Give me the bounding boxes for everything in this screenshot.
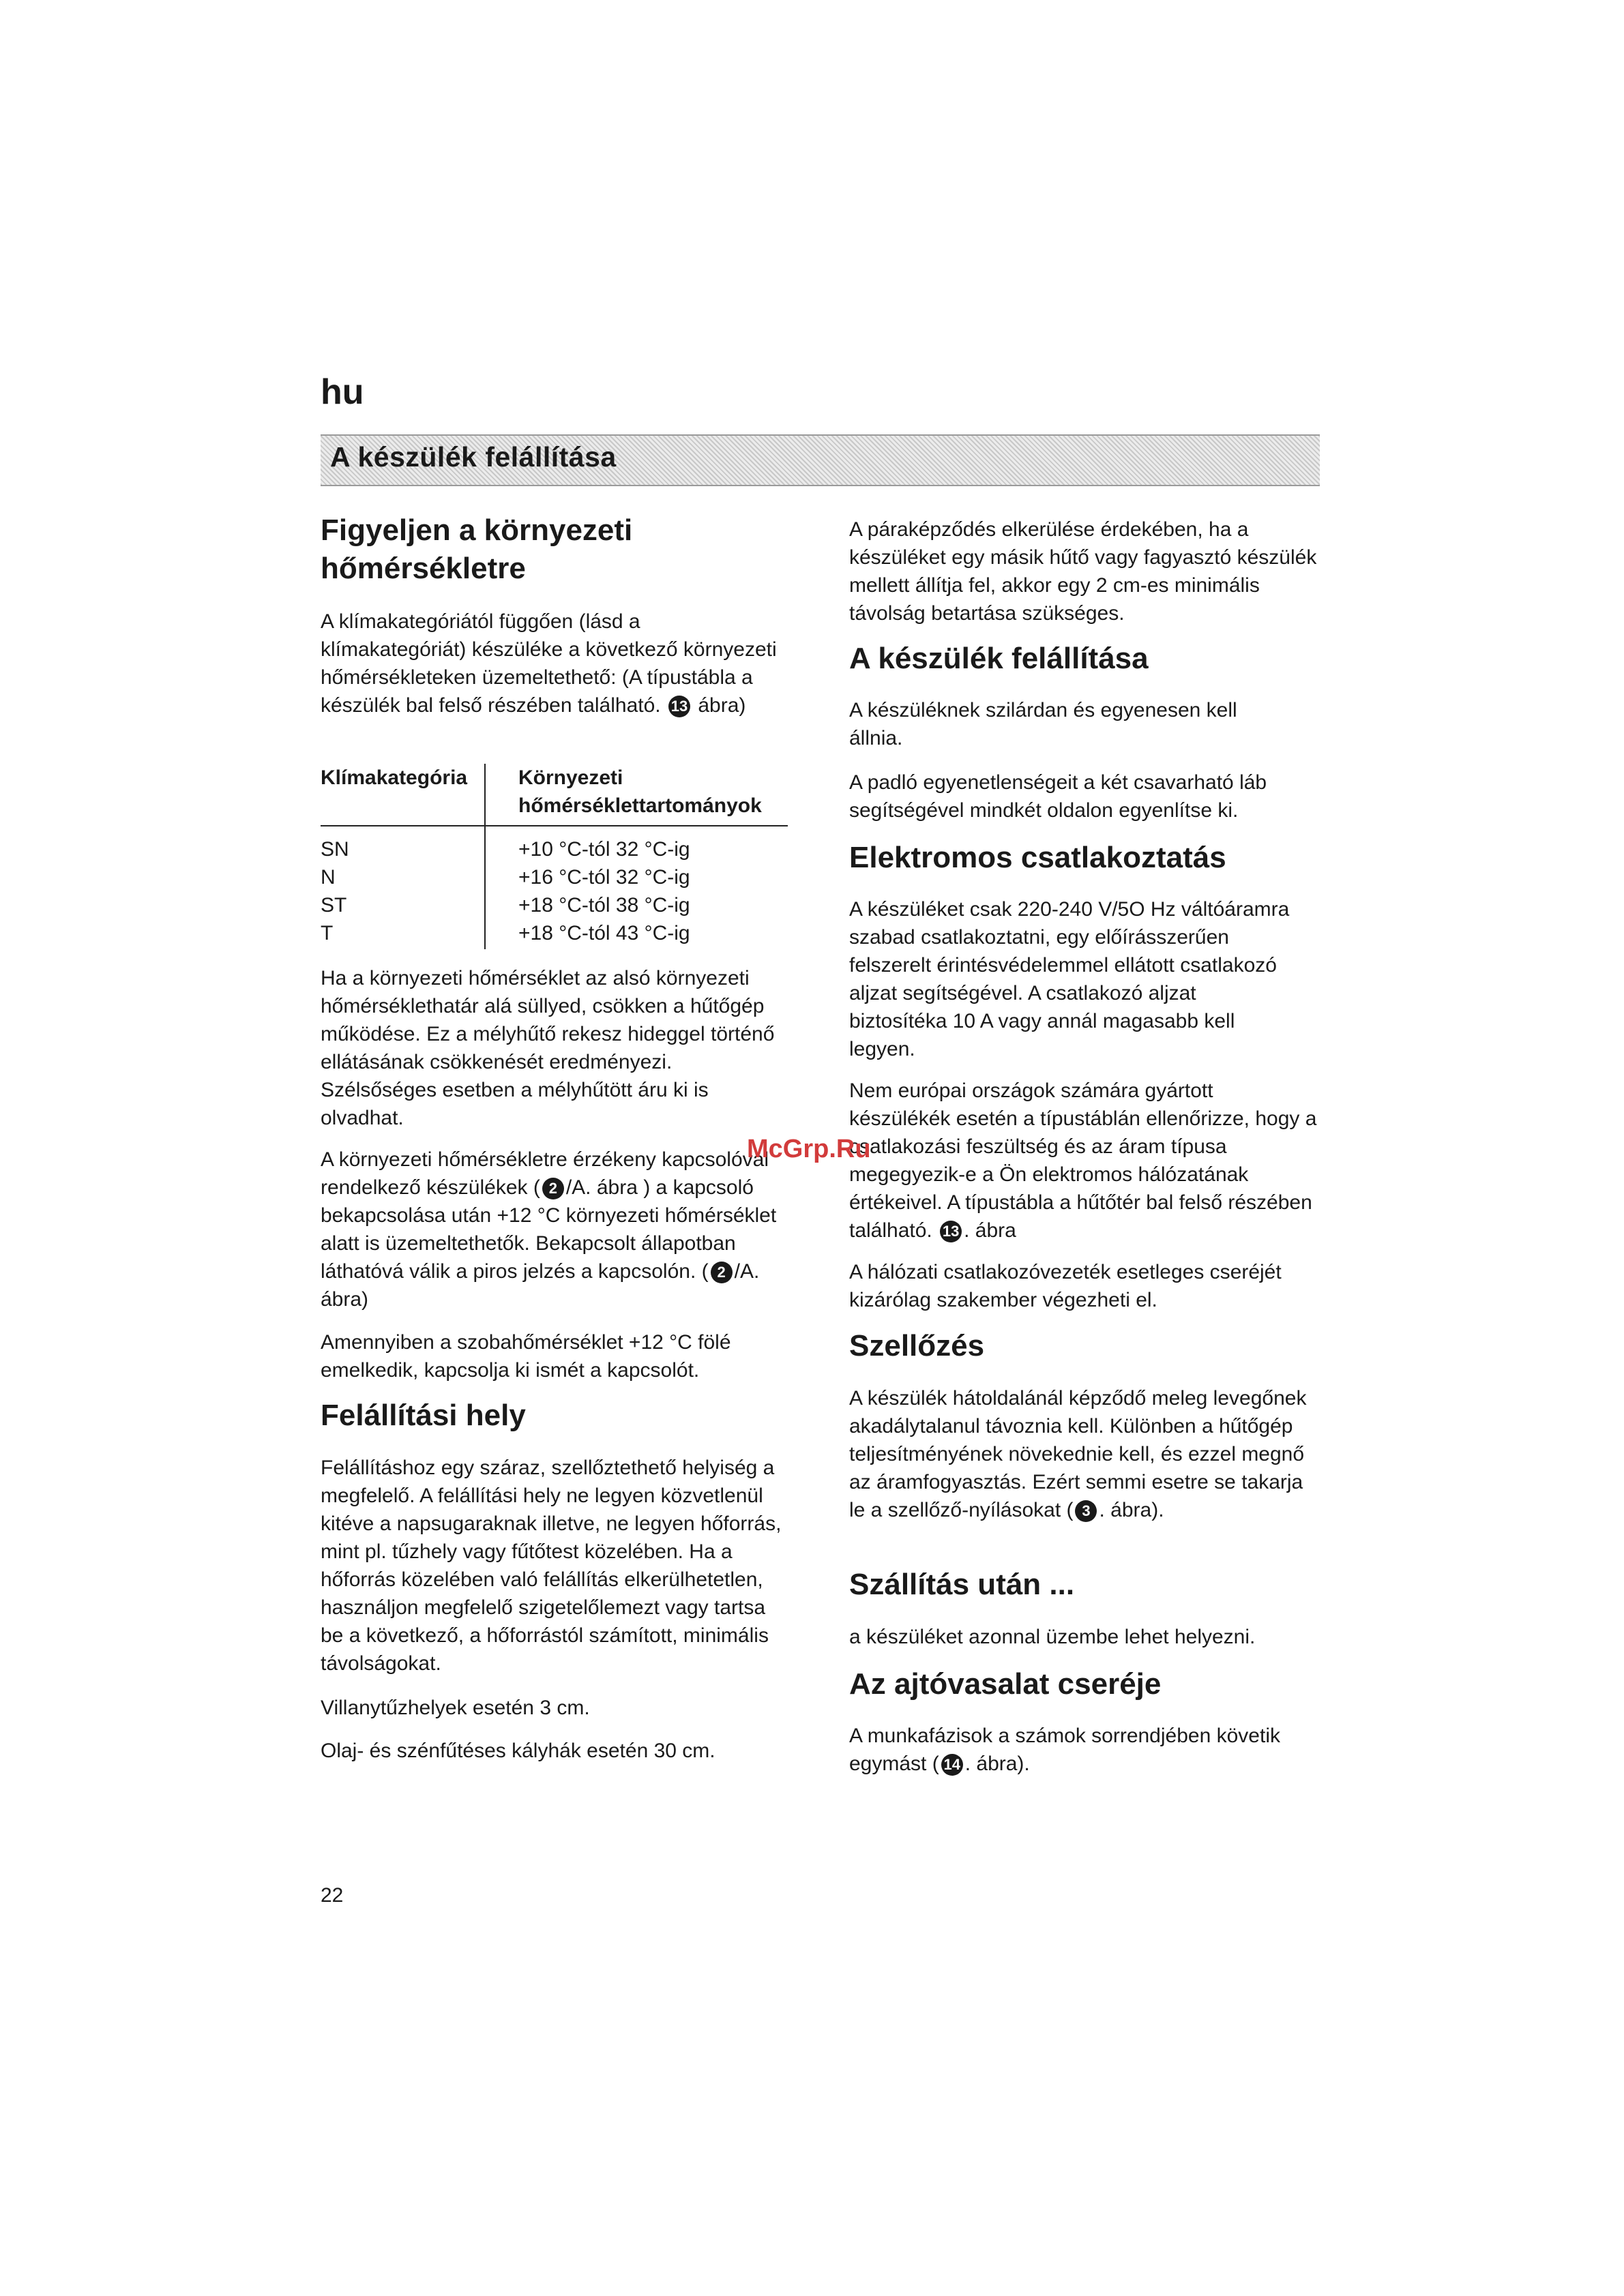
language-code: hu: [321, 372, 364, 412]
paragraph-text: /A. ábra ) a kapcsoló bekapcsolása után +12 °C környezeti hőmérséklet alatt is üzemeltethetők. Bekapcsolt állapotban láthatóvá válik a piros jelzés a kapcsolón. (: [321, 1176, 777, 1283]
paragraph-ventilation: [849, 1384, 1320, 1524]
paragraph-text: ábra): [698, 694, 746, 717]
paragraph-after-transport: a készüléket azonnal üzembe lehet helyezni.: [849, 1626, 1256, 1648]
paragraph-climate-intro: [321, 608, 784, 719]
paragraph-low-temperature: Ha a környezeti hőmérséklet az alsó környezeti hőmérséklethatár alá süllyed, csökken a hűtőgép működése. Ez a mélyhűtő rekesz hideggel történő ellátásának csökkenését eredményezi. Szélsőséges esetben a mélyhűtött áru ki is olvadhat.: [321, 967, 775, 1129]
watermark: McGrp.Ru: [747, 1135, 871, 1163]
paragraph-text: . ábra).: [964, 1753, 1030, 1775]
paragraph-text: . ábra: [964, 1219, 1016, 1242]
section-banner: [321, 434, 1320, 486]
table-divider: [321, 825, 788, 826]
heading-ventilation: Szellőzés: [849, 1329, 985, 1362]
paragraph-setup-stable: A készüléknek szilárdan és egyenesen kell állnia.: [849, 699, 1237, 749]
paragraph-non-european: [849, 1077, 1320, 1244]
paragraph-text: A környezeti hőmérsékletre érzékeny kapcsolóval rendelkező készülékek (: [321, 1148, 769, 1199]
heading-installation-place: Felállítási hely: [321, 1399, 526, 1432]
table-cell-range: +10 °C-tól 32 °C-ig: [518, 838, 690, 861]
heading-electrical-connection: Elektromos csatlakoztatás: [849, 841, 1226, 874]
figure-ref-badge: 3: [1075, 1500, 1097, 1522]
paragraph-installation-place: Felállításhoz egy száraz, szellőztethető helyiség a megfelelő. A felállítási hely ne legyen közvetlenül kitéve a napsugaraknak illetve, ne legyen hőforrás, mint pl. tűzhely vagy fűtőtest közelében. Ha a hőforrás közelében való felállítás elkerülhetetlen, használjon megfelelő szigetelőlemezt vagy tartsa be a következő, a hőforrástól számított, minimális távolságokat.: [321, 1457, 782, 1675]
heading-after-transport: Szállítás után ...: [849, 1568, 1075, 1601]
paragraph-switch: [321, 1146, 791, 1313]
paragraph-electric-stoves: Villanytűzhelyek esetén 3 cm.: [321, 1697, 590, 1719]
paragraph-power-cord: A hálózati csatlakozóvezeték esetleges cseréjét kizárólag szakember végezheti el.: [849, 1261, 1282, 1311]
heading-ambient-temperature: Figyeljen a környezeti hőmérsékletre: [321, 513, 633, 585]
figure-ref-badge: 2: [542, 1178, 564, 1199]
banner-title: A készülék felállítása: [330, 441, 617, 473]
table-header-category: Klímakategória: [321, 766, 468, 789]
figure-ref-badge: 13: [940, 1221, 962, 1242]
table-divider: [484, 764, 486, 949]
figure-ref-badge: 2: [711, 1262, 733, 1283]
table-cell-category: T: [321, 922, 334, 944]
paragraph-text: Nem európai országok számára gyártott készülékék esetén a típustáblán ellenőrizze, hogy a csatlakozási feszültség és az áram típusa megegyezik-e a Ön elektromos hálózatának értékeivel. A típustábla a hűtőtér bal felső részében található.: [849, 1079, 1317, 1242]
figure-ref-badge: 14: [941, 1754, 963, 1776]
paragraph-text: /A. ábra): [321, 1260, 760, 1311]
paragraph-condensation: A páraképződés elkerülése érdekében, ha a készüléket egy másik hűtő vagy fagyasztó készülék mellett állítja fel, akkor egy 2 cm-es minimális távolság betartása szükséges.: [849, 518, 1317, 625]
table-cell-range: +18 °C-tól 43 °C-ig: [518, 922, 690, 944]
paragraph-text: A klímakategóriától függően (lásd a klímakategóriát) készüléke a következő környezeti hőmérsékleteken üzemeltethető: (A típustábla a készülék bal felső részében található.: [321, 610, 777, 717]
figure-ref-badge: 13: [668, 696, 690, 717]
paragraph-room-temperature: Amennyiben a szobahőmérséklet +12 °C fölé emelkedik, kapcsolja ki ismét a kapcsolót.: [321, 1331, 731, 1382]
paragraph-text: A munkafázisok a számok sorrendjében követik egymást (: [849, 1725, 1280, 1775]
paragraph-door-hinge: [849, 1722, 1320, 1778]
paragraph-setup-feet: A padló egyenetlenségeit a két csavarható láb segítségével mindkét oldalon egyenlítse ki.: [849, 771, 1267, 822]
page-number: 22: [321, 1884, 344, 1907]
table-cell-range: +18 °C-tól 38 °C-ig: [518, 894, 690, 916]
table-cell-category: SN: [321, 838, 349, 861]
table-header-range: Környezeti hőmérséklettartományok: [518, 766, 762, 817]
climate-table: [321, 764, 788, 949]
heading-door-hinge: Az ajtóvasalat cseréje: [849, 1667, 1162, 1701]
table-cell-category: N: [321, 866, 336, 889]
paragraph-text: A készülék hátoldalánál képződő meleg levegőnek akadálytalanul távoznia kell. Különben a hűtőgép teljesítményének növekednie kell, és ezzel megnő az áramfogyasztás. Ezért semmi esetre se takarja le a szellőző-nyílásokat (: [849, 1387, 1307, 1521]
heading-setup: A készülék felállítása: [849, 642, 1149, 675]
table-cell-category: ST: [321, 894, 347, 916]
paragraph-text: . ábra).: [1099, 1499, 1164, 1521]
paragraph-electrical-connection: A készüléket csak 220-240 V/5O Hz váltóáramra szabad csatlakoztatni, egy előírásszerűen felszerelt érintésvédelemmel ellátott csatlakozó aljzat segítségével. A csatlakozó aljzat biztosítéka 10 A vagy annál magasabb kell legyen.: [849, 898, 1290, 1060]
table-cell-range: +16 °C-tól 32 °C-ig: [518, 866, 690, 889]
paragraph-oil-stoves: Olaj- és szénfűtéses kályhák esetén 30 cm.: [321, 1740, 715, 1762]
